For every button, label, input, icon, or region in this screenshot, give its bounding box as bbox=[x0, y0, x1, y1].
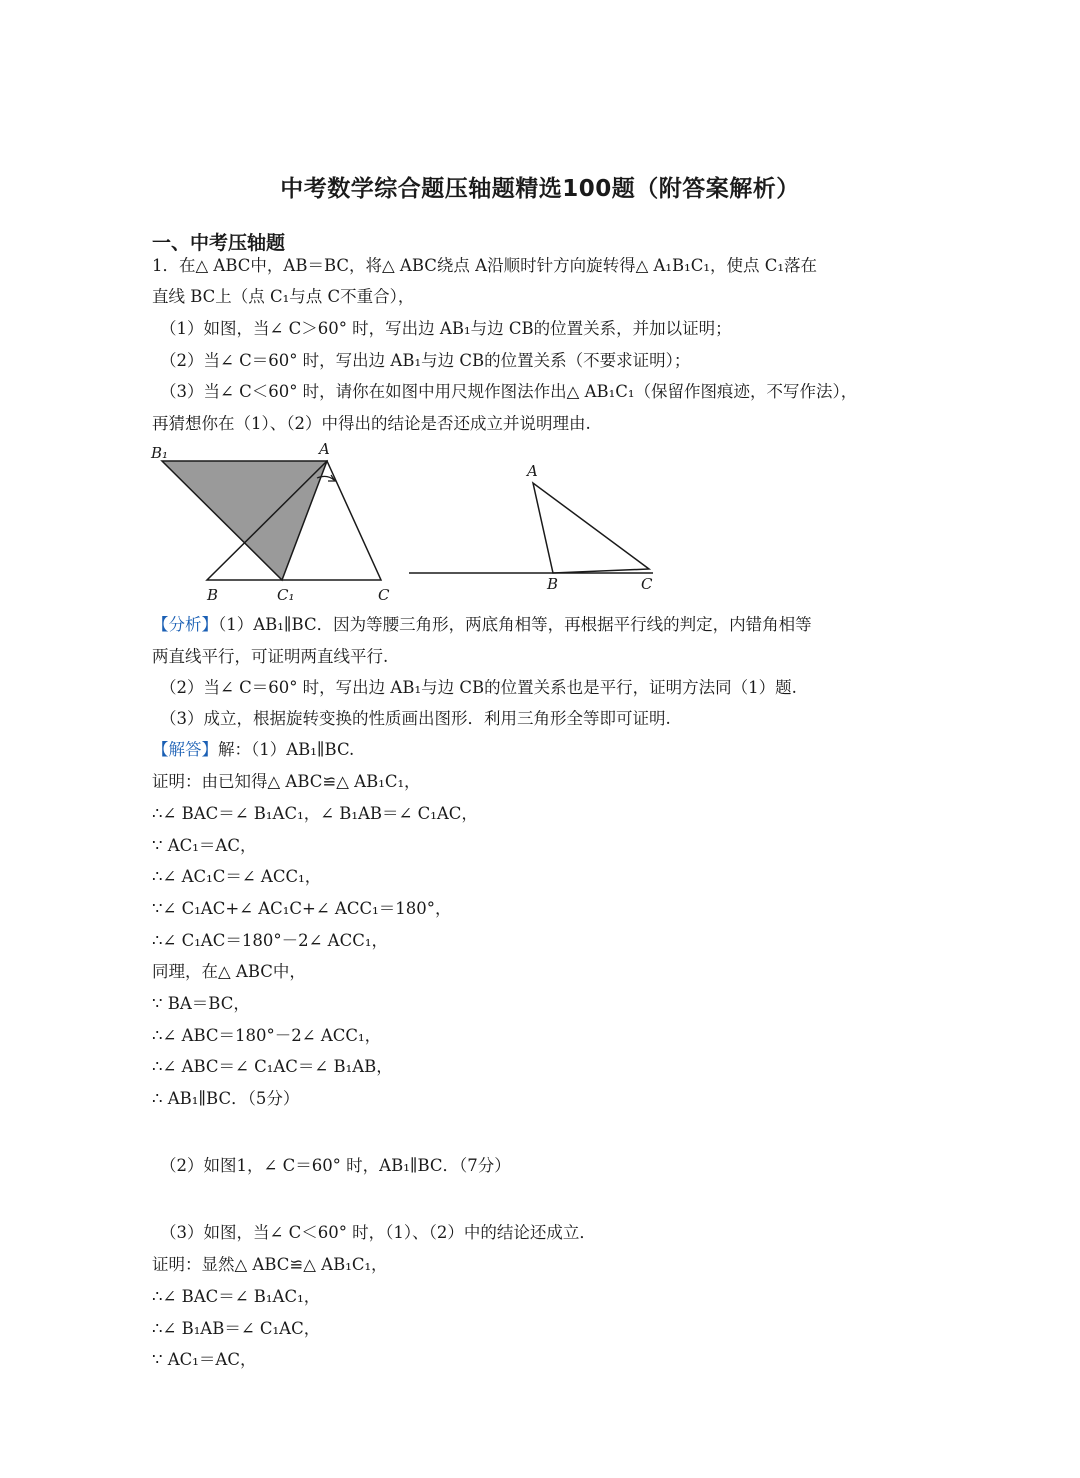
label-b1: B₁ bbox=[151, 444, 169, 462]
label-a: A bbox=[319, 440, 330, 458]
section-heading: 一、中考压轴题 bbox=[152, 232, 286, 254]
label-c: C bbox=[641, 575, 653, 593]
problem-line: （3）当∠ C＜60° 时，请你在如图中用尺规作图法作出△ AB₁C₁（保留作图痕迹，不写作法）， bbox=[160, 382, 858, 401]
answer-part2: （2）如图1，∠ C＝60° 时，AB₁∥BC．（7分） bbox=[160, 1156, 511, 1175]
geometry-figure-triangle-abc bbox=[405, 455, 675, 600]
analysis-line: （3）成立，根据旋转变换的性质画出图形．利用三角形全等即可证明. bbox=[160, 709, 671, 728]
analysis-line bbox=[152, 614, 812, 636]
problem-line: （1）如图，当∠ C＞60° 时，写出边 AB₁与边 CB的位置关系，并加以证明； bbox=[160, 319, 732, 338]
proof-line: ∵ BA＝BC， bbox=[152, 994, 250, 1013]
proof-line: ∴∠ BAC＝∠ B₁AC₁，∠ B₁AB＝∠ C₁AC， bbox=[152, 804, 478, 823]
answer-tag: 【解答】 bbox=[152, 740, 218, 759]
answer-part3-line: ∴∠ BAC＝∠ B₁AC₁， bbox=[152, 1287, 321, 1306]
answer-part3-line: （3）如图，当∠ C＜60° 时，（1）、（2）中的结论还成立． bbox=[160, 1223, 596, 1242]
geometry-figure-rotated-triangle bbox=[145, 438, 405, 610]
analysis-text: （1）AB₁∥BC．因为等腰三角形，两底角相等，再根据平行线的判定，内错角相等 bbox=[218, 615, 812, 634]
proof-line: ∵∠ C₁AC+∠ AC₁C+∠ ACC₁＝180°， bbox=[152, 899, 452, 918]
label-c1: C₁ bbox=[277, 586, 295, 604]
answer-line bbox=[152, 739, 354, 761]
problem-line: 直线 BC上（点 C₁与点 C不重合）， bbox=[152, 287, 415, 306]
problem-line: （2）当∠ C＝60° 时，写出边 AB₁与边 CB的位置关系（不要求证明）； bbox=[160, 351, 691, 370]
answer-text: 解：（1）AB₁∥BC. bbox=[218, 740, 355, 759]
answer-part3-line: ∵ AC₁＝AC， bbox=[152, 1350, 257, 1369]
triangle-abc bbox=[533, 483, 649, 573]
answer-part3-line: ∴∠ B₁AB＝∠ C₁AC， bbox=[152, 1319, 321, 1338]
proof-line: ∴∠ ABC＝∠ C₁AC＝∠ B₁AB， bbox=[152, 1057, 393, 1076]
problem-line: 1．在△ ABC中，AB＝BC，将△ ABC绕点 A沿顺时针方向旋转得△ A₁B₁C₁，使点 C₁落在 bbox=[152, 256, 817, 275]
answer-part3-line: 证明：显然△ ABC≌△ AB₁C₁， bbox=[152, 1255, 388, 1274]
analysis-tag: 【分析】 bbox=[152, 615, 218, 634]
proof-line: ∴∠ AC₁C＝∠ ACC₁， bbox=[152, 867, 322, 886]
shaded-triangle-ab1c1 bbox=[162, 461, 327, 580]
label-b: B bbox=[547, 575, 559, 593]
proof-line: 同理，在△ ABC中， bbox=[152, 962, 306, 981]
proof-line: ∴∠ C₁AC＝180°－2∠ ACC₁， bbox=[152, 931, 388, 950]
label-a: A bbox=[527, 462, 538, 480]
analysis-line: 两直线平行，可证明两直线平行. bbox=[152, 647, 389, 666]
analysis-line: （2）当∠ C＝60° 时，写出边 AB₁与边 CB的位置关系也是平行，证明方法同（1）题. bbox=[160, 678, 797, 697]
proof-line: 证明：由已知得△ ABC≌△ AB₁C₁， bbox=[152, 772, 421, 791]
proof-line: ∴ AB₁∥BC．（5分） bbox=[152, 1089, 300, 1108]
label-b: B bbox=[207, 586, 219, 604]
document-title: 中考数学综合题压轴题精选100题（附答案解析） bbox=[280, 176, 800, 202]
proof-line: ∵ AC₁＝AC， bbox=[152, 836, 257, 855]
problem-line: 再猜想你在（1）、（2）中得出的结论是否还成立并说明理由. bbox=[152, 414, 591, 433]
proof-line: ∴∠ ABC＝180°－2∠ ACC₁， bbox=[152, 1026, 382, 1045]
label-c: C bbox=[378, 586, 390, 604]
